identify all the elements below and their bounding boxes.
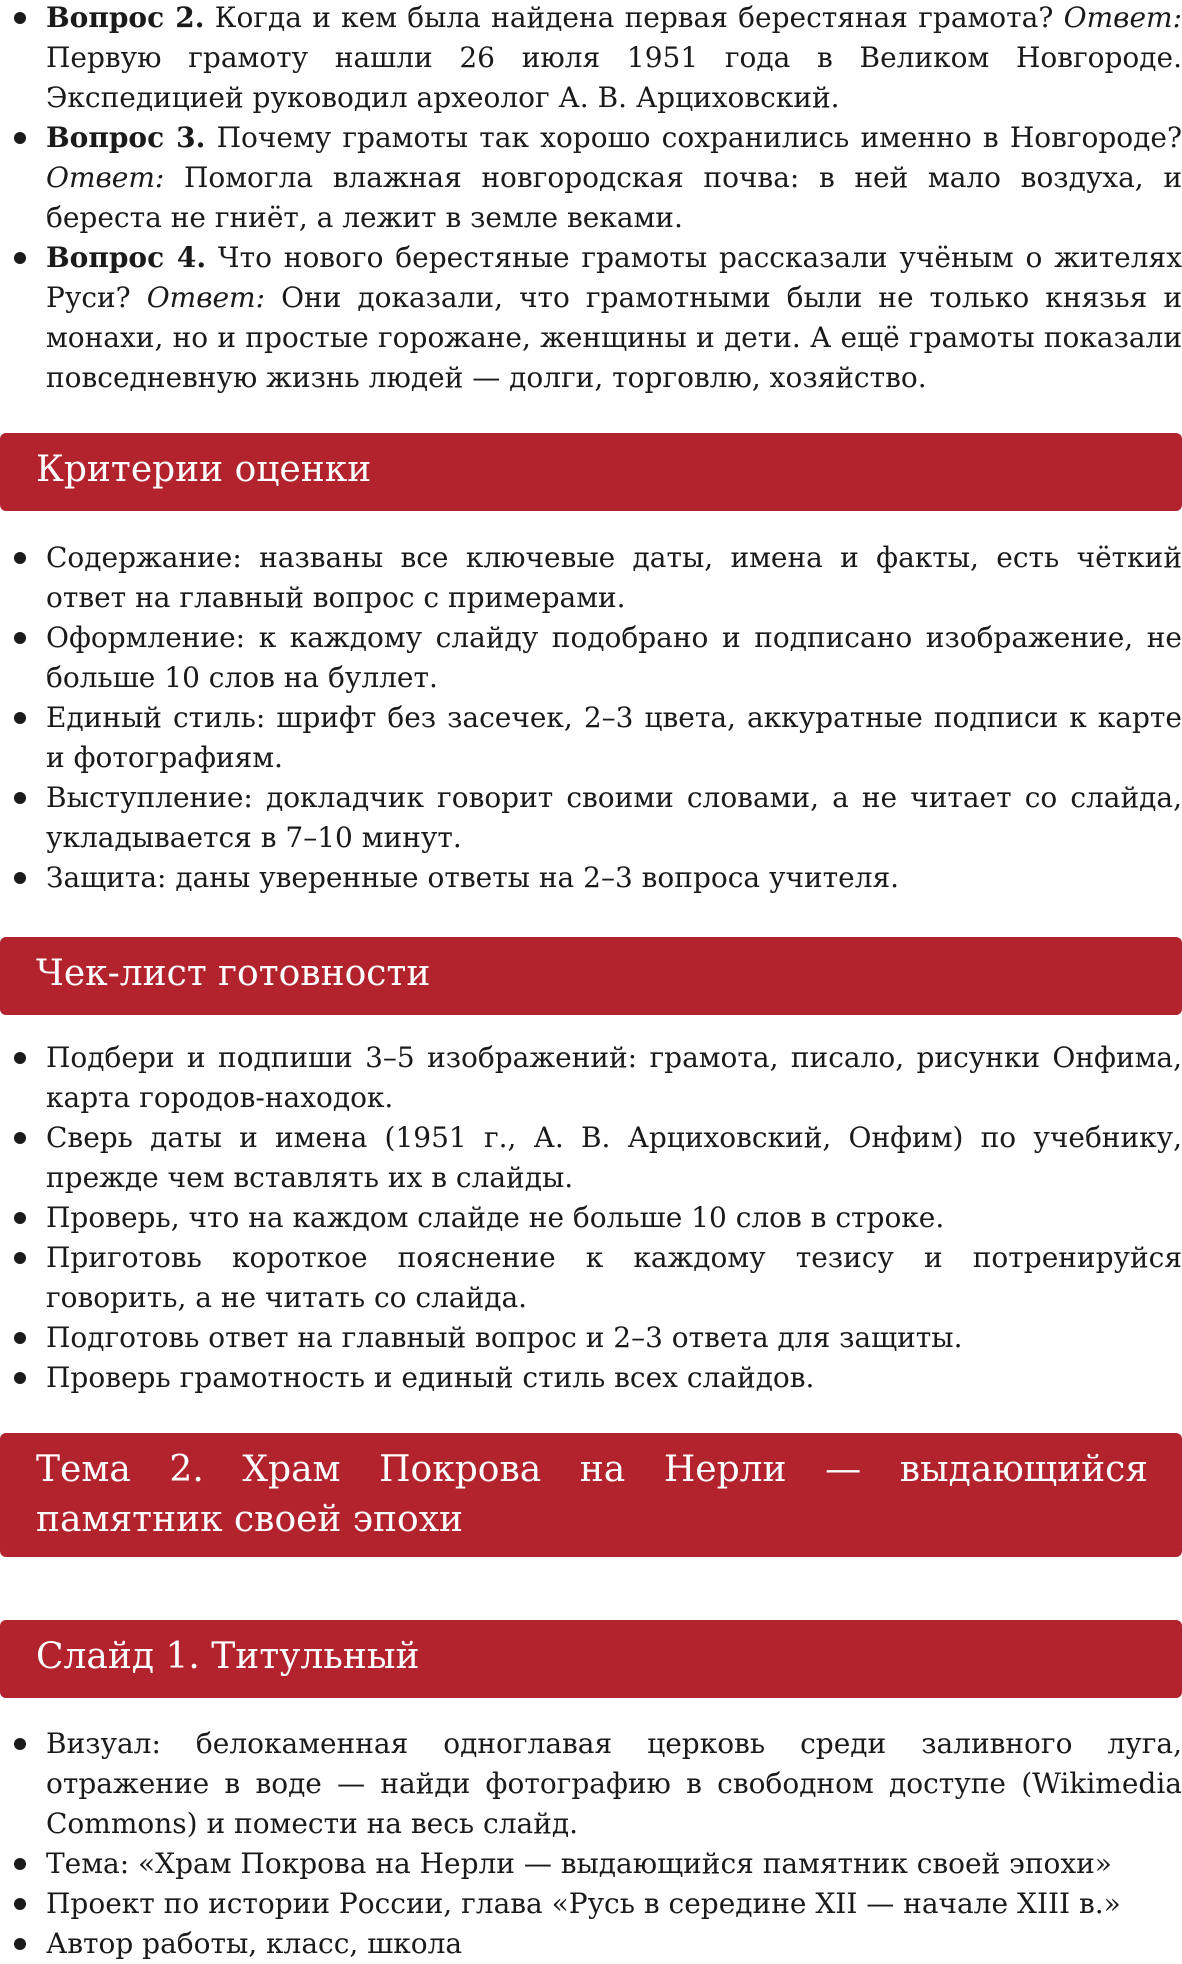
question-text: Когда и кем была найдена первая берестяная грамота? (204, 1, 1064, 34)
slide1-section (0, 1724, 1182, 1964)
checklist-item (0, 1238, 1182, 1318)
checklist-item (0, 1118, 1182, 1198)
slide1-text: Проект по истории России, глава «Русь в середине XII — начале XIII в.» (46, 1887, 1121, 1920)
criteria-text: Содержание: названы все ключевые даты, имена и факты, есть чёткий ответ на главный вопрос с примерами. (46, 541, 1182, 614)
criteria-item (0, 698, 1182, 778)
slide1-item (0, 1844, 1182, 1884)
checklist-text: Подготовь ответ на главный вопрос и 2–3 ответа для защиты. (46, 1321, 963, 1354)
bullet-icon (14, 1332, 26, 1344)
answer-label: Ответ: (46, 161, 165, 194)
criteria-item (0, 858, 1182, 898)
checklist-item (0, 1198, 1182, 1238)
bullet-icon (14, 1212, 26, 1224)
answer-label: Ответ: (146, 281, 266, 314)
checklist-header (0, 937, 1182, 1015)
criteria-title: Критерии оценки (36, 449, 372, 490)
bullet-icon (14, 12, 26, 24)
question-label: Вопрос 3. (46, 121, 206, 154)
questions-list (0, 0, 1182, 398)
bullet-icon (14, 1858, 26, 1870)
question-item-4 (0, 238, 1182, 398)
checklist-item (0, 1038, 1182, 1118)
criteria-text: Единый стиль: шрифт без засечек, 2–3 цвета, аккуратные подписи к карте и фотографиям. (46, 701, 1182, 774)
criteria-section (0, 538, 1182, 898)
slide1-text: Визуал: белокаменная одноглавая церковь среди заливного луга, отражение в воде — найди фотографию в свободном доступе (Wikimedia Commons) и помести на весь слайд. (46, 1727, 1182, 1840)
slide1-text: Тема: «Храм Покрова на Нерли — выдающийся памятник своей эпохи» (46, 1847, 1112, 1880)
criteria-list (0, 538, 1182, 898)
bullet-icon (14, 1938, 26, 1950)
checklist-text: Приготовь короткое пояснение к каждому тезису и потренируйся говорить, а не читать со слайда. (46, 1241, 1182, 1314)
slide1-list (0, 1724, 1182, 1964)
question-label: Вопрос 4. (46, 241, 207, 274)
questions-section (0, 0, 1182, 398)
bullet-icon (14, 632, 26, 644)
topic2-header (0, 1433, 1182, 1557)
checklist-title: Чек-лист готовности (36, 953, 431, 994)
bullet-icon (14, 552, 26, 564)
bullet-icon (14, 1052, 26, 1064)
checklist-item (0, 1318, 1182, 1358)
criteria-text: Выступление: докладчик говорит своими словами, а не читает со слайда, укладывается в 7–10 минут. (46, 781, 1182, 854)
criteria-item (0, 778, 1182, 858)
checklist-text: Проверь грамотность и единый стиль всех слайдов. (46, 1361, 815, 1394)
answer-text: Первую грамоту нашли 26 июля 1951 года в Великом Новгороде. Экспедицией руководил археолог А. В. Арциховский. (46, 41, 1182, 114)
checklist-section (0, 1038, 1182, 1398)
bullet-icon (14, 872, 26, 884)
bullet-icon (14, 1252, 26, 1264)
question-item-2 (0, 0, 1182, 118)
slide1-header (0, 1620, 1182, 1698)
slide1-title: Слайд 1. Титульный (36, 1636, 420, 1677)
answer-text: Они доказали, что грамотными были не только князья и монахи, но и простые горожане, женщины и дети. А ещё грамоты показали повседневную жизнь людей — долги, торговлю, хозяйство. (46, 281, 1182, 394)
checklist-text: Подбери и подпиши 3–5 изображений: грамота, писало, рисунки Онфима, карта городов-находок. (46, 1041, 1182, 1114)
question-text: Почему грамоты так хорошо сохранились именно в Новгороде? (205, 121, 1182, 154)
topic2-title: Тема 2. Храм Покрова на Нерли — выдающийся памятник своей эпохи (36, 1449, 1148, 1540)
answer-text: Помогла влажная новгородская почва: в ней мало воздуха, и береста не гниёт, а лежит в земле веками. (46, 161, 1182, 234)
bullet-icon (14, 712, 26, 724)
bullet-icon (14, 132, 26, 144)
criteria-header (0, 433, 1182, 511)
bullet-icon (14, 1372, 26, 1384)
answer-label: Ответ: (1063, 1, 1182, 34)
slide1-item (0, 1924, 1182, 1964)
question-item-3 (0, 118, 1182, 238)
checklist-text: Проверь, что на каждом слайде не больше 10 слов в строке. (46, 1201, 945, 1234)
criteria-text: Оформление: к каждому слайду подобрано и подписано изображение, не больше 10 слов на буллет. (46, 621, 1182, 694)
criteria-item (0, 618, 1182, 698)
checklist-text: Сверь даты и имена (1951 г., А. В. Арциховский, Онфим) по учебнику, прежде чем вставлять их в слайды. (46, 1121, 1182, 1194)
question-text: Что нового берестяные грамоты рассказали учёным о жителях Руси? (46, 241, 1182, 314)
criteria-text: Защита: даны уверенные ответы на 2–3 вопроса учителя. (46, 861, 900, 894)
criteria-item (0, 538, 1182, 618)
bullet-icon (14, 792, 26, 804)
bullet-icon (14, 1132, 26, 1144)
checklist-item (0, 1358, 1182, 1398)
bullet-icon (14, 1738, 26, 1750)
bullet-icon (14, 1898, 26, 1910)
slide1-item (0, 1884, 1182, 1924)
bullet-icon (14, 252, 26, 264)
slide1-text: Автор работы, класс, школа (46, 1927, 463, 1960)
checklist-list (0, 1038, 1182, 1398)
question-label: Вопрос 2. (46, 1, 205, 34)
slide1-item (0, 1724, 1182, 1844)
